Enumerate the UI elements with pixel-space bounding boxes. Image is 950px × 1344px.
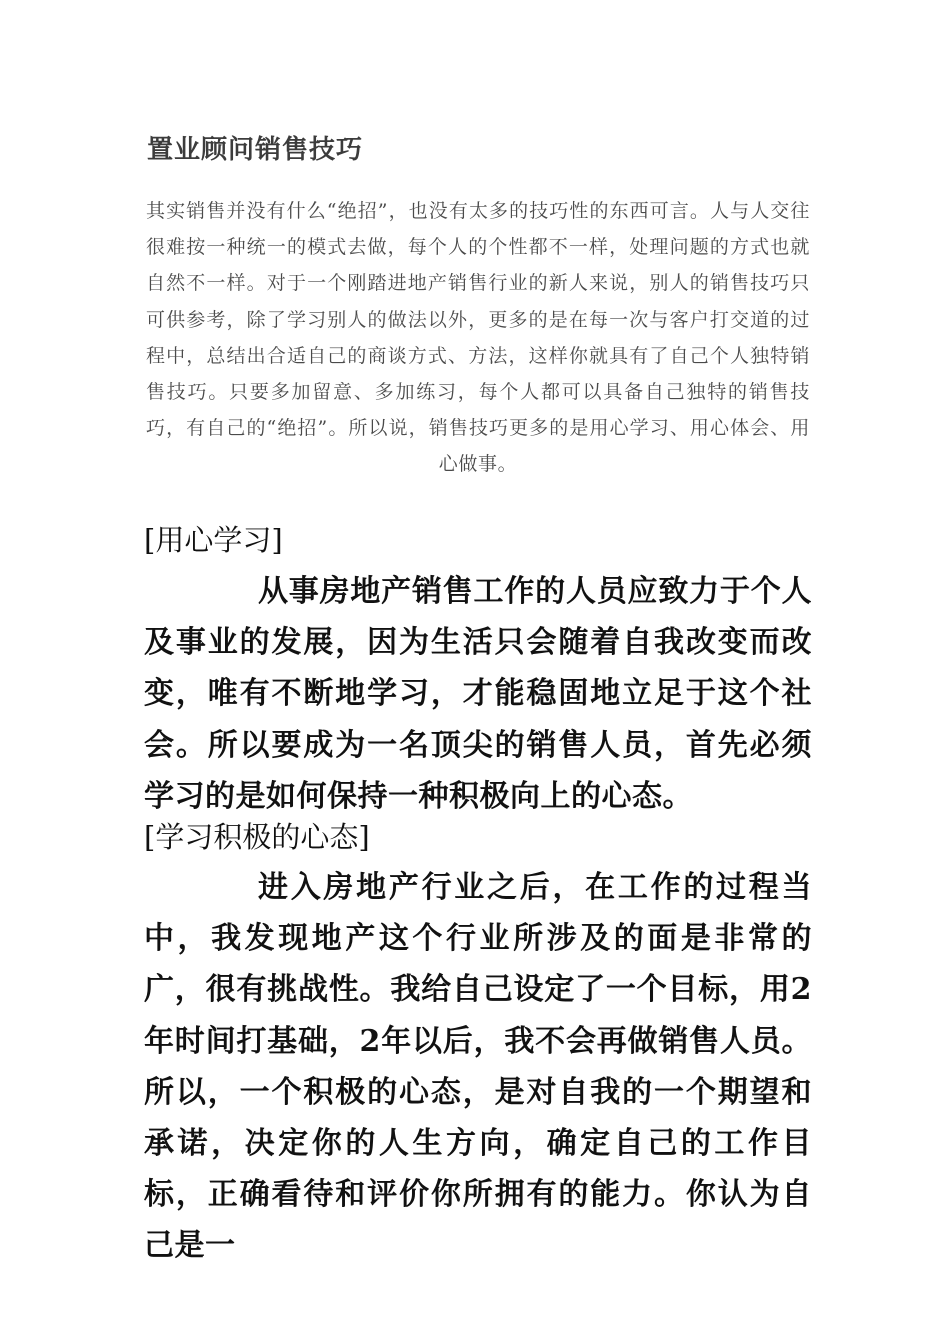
section-body-learning: 从事房地产销售工作的人员应致力于个人及事业的发展，因为生活只会随着自我改变而改变，唯有不断地学习，才能稳固地立足于这个社会。所以要成为一名顶尖的销售人员，首先必须学习的是如何保持一种积极向上的心态。 [144,574,812,814]
document-title: 置业顾问销售技巧 [147,135,364,165]
section-heading-learning: [用心学习] [144,523,283,557]
section-body-positive-attitude: 进入房地产行业之后，在工作的过程当中，我发现地产这个行业所涉及的面是非常的广，很有挑战性。我给自己设定了一个目标，用2年时间打基础，2年以后，我不会再做销售人员。所以，一个积极的心态，是对自我的一个期望和承诺，决定你的人生方向，确定自己的工作目标，正确看待和评价你所拥有的能力。你认为自己是一 [144,870,812,1264]
section-heading-positive-attitude: [学习积极的心态] [144,820,370,854]
intro-paragraph: 其实销售并没有什么“绝招”，也没有太多的技巧性的东西可言。人与人交往很难按一种统一的模式去做，每个人的个性都不一样，处理问题的方式也就自然不一样。对于一个刚踏进地产销售行业的新人来说，别人的销售技巧只可供参考，除了学习别人的做法以外，更多的是在每一次与客户打交道的过程中，总结出合适自己的商谈方式、方法，这样你就具有了自己个人独特销售技巧。只要多加留意、多加练习，每个人都可以具备自己独特的销售技巧，有自己的“绝招”。所以说，销售技巧更多的是用心学习、用心体会、用心做事。 [146,200,810,476]
